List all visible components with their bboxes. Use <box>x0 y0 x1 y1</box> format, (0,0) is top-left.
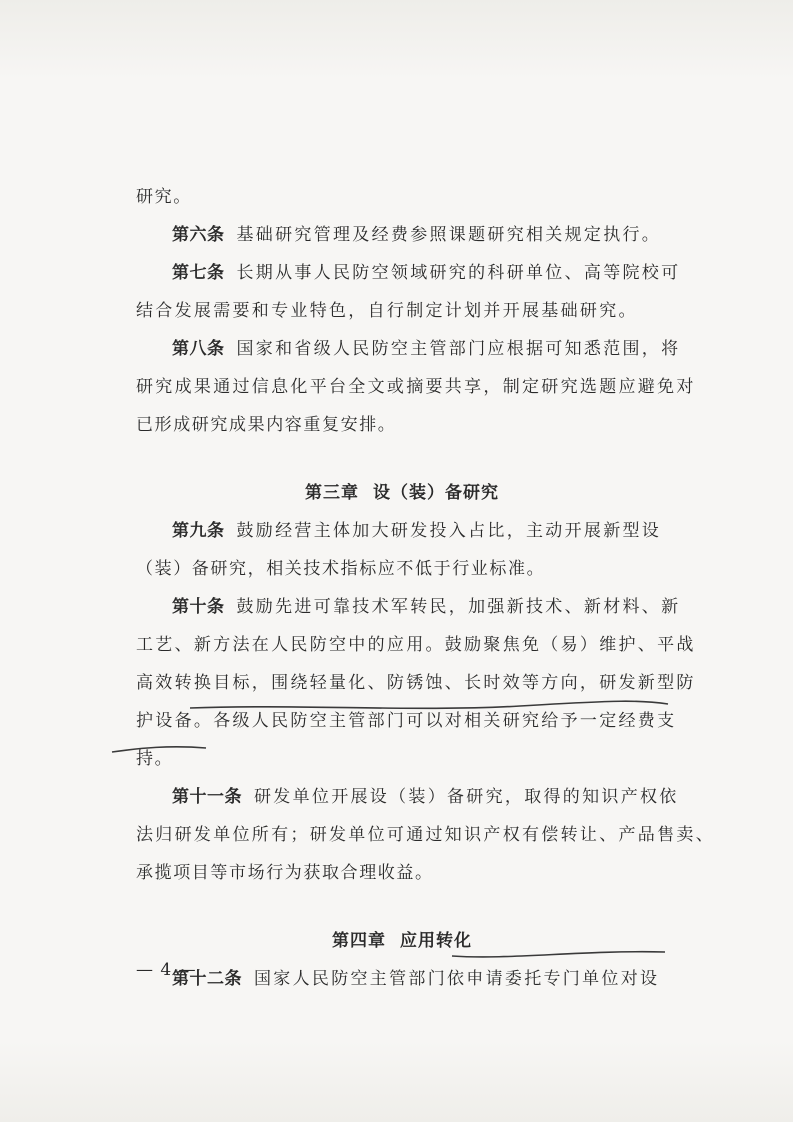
article-11 <box>136 778 679 816</box>
text-line: 法归研发单位所有；研发单位可通过知识产权有偿转让、产品售卖、 <box>136 825 715 845</box>
scan-bottom-shade <box>0 1040 793 1122</box>
article-7 <box>136 254 681 292</box>
article-text: 长期从事人民防空领域研究的科研单位、高等院校可 <box>236 263 681 283</box>
article-number: 第十条 <box>172 597 225 617</box>
chapter-title: 应用转化 <box>400 931 472 951</box>
chapter-number: 第四章 <box>332 931 386 951</box>
text-line: 工艺、新方法在人民防空中的应用。鼓励聚焦免（易）维护、平战 <box>136 635 696 655</box>
chapter-title: 设（装）备研究 <box>373 483 499 503</box>
article-text: 研发单位开展设（装）备研究，取得的知识产权依 <box>254 787 679 807</box>
article-6 <box>136 216 668 254</box>
scan-top-shade <box>0 0 793 80</box>
text-line-underlined: 护设备。各级人民防空主管部门可以对相关研究给予一定经费支 <box>136 711 677 731</box>
article-text: 鼓励经营主体加大研发投入占比，主动开展新型设 <box>236 521 662 541</box>
text-line: 高效转换目标，围绕轻量化、防锈蚀、长时效等方向，研发新型防 <box>136 673 696 693</box>
article-text: 鼓励先进可靠技术军转民，加强新技术、新材料、新 <box>236 597 681 617</box>
article-text: 国家人民防空主管部门依申请委托专门单位对设 <box>254 969 660 989</box>
text-line: 研究。 <box>136 187 192 207</box>
text-line: （装）备研究，相关技术指标应不低于行业标准。 <box>136 559 546 579</box>
article-10 <box>136 588 681 626</box>
text-line-underlined: 持。 <box>136 749 174 769</box>
article-text: 基础研究管理及经费参照课题研究相关规定执行。 <box>236 225 662 245</box>
text-line: 已形成研究成果内容重复安排。 <box>136 415 397 435</box>
article-number: 第八条 <box>172 339 225 359</box>
text-line: 结合发展需要和专业特色，自行制定计划并开展基础研究。 <box>136 301 638 321</box>
article-9 <box>136 512 668 550</box>
text-line: 承揽项目等市场行为获取合理收益。 <box>136 863 434 883</box>
article-8 <box>136 330 681 368</box>
chapter-number: 第三章 <box>305 483 359 503</box>
page-number: — 4 — <box>136 960 197 980</box>
article-number: 第九条 <box>172 521 225 541</box>
article-number: 第十一条 <box>172 787 242 807</box>
article-12 <box>136 960 668 998</box>
text-line: 研究成果通过信息化平台全文或摘要共享，制定研究选题应避免对 <box>136 377 696 397</box>
article-number: 第七条 <box>172 263 225 283</box>
article-number: 第十二条 <box>172 969 242 989</box>
chapter-3-heading <box>136 474 668 512</box>
document-body <box>136 178 715 998</box>
chapter-4-heading <box>136 922 668 960</box>
article-number: 第六条 <box>172 225 225 245</box>
article-text: 国家和省级人民防空主管部门应根据可知悉范围，将 <box>236 339 681 359</box>
